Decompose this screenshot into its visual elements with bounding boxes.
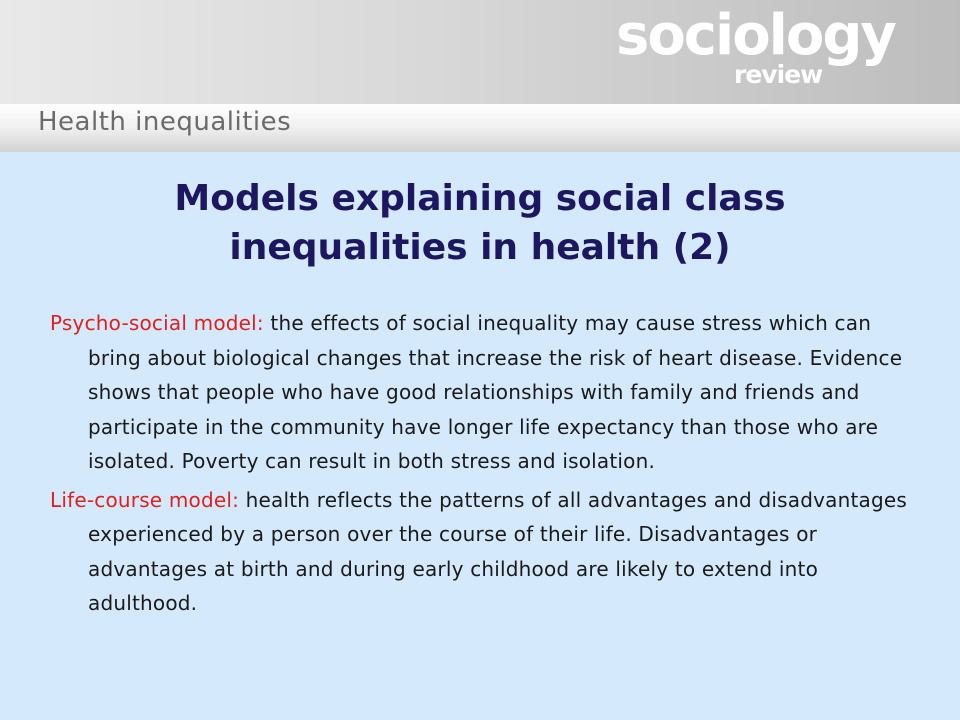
point-term: Life-course model: bbox=[50, 487, 240, 512]
logo-main-text: sociology bbox=[616, 3, 895, 68]
sociology-review-logo bbox=[616, 3, 926, 96]
slide-title-line-2: inequalities in health (2) bbox=[229, 227, 731, 268]
psycho-social-model-point bbox=[50, 306, 930, 479]
logo-sub-text: review bbox=[734, 60, 823, 89]
point-text: health reflects the patterns of all advantages and disadvantages experienced by a person over the course of their life. Disadvantages or advantages at birth and during early childhood are likely to extend into adulthood. bbox=[88, 487, 908, 615]
point-term: Psycho-social model: bbox=[50, 311, 264, 335]
slide-title-line-1: Models explaining social class bbox=[174, 178, 786, 219]
life-course-model-point bbox=[50, 483, 930, 621]
slide-content bbox=[50, 306, 930, 625]
slide-title bbox=[80, 174, 880, 272]
point-text: the effects of social inequality may cause stress which can bring about biological changes that increase the risk of heart disease. Evidence shows that people who have good relationships with family and friends and participate in the community have longer life expectancy than those who are isolated. Poverty can result in both stress and isolation. bbox=[88, 311, 903, 473]
section-label: Health inequalities bbox=[38, 107, 292, 137]
